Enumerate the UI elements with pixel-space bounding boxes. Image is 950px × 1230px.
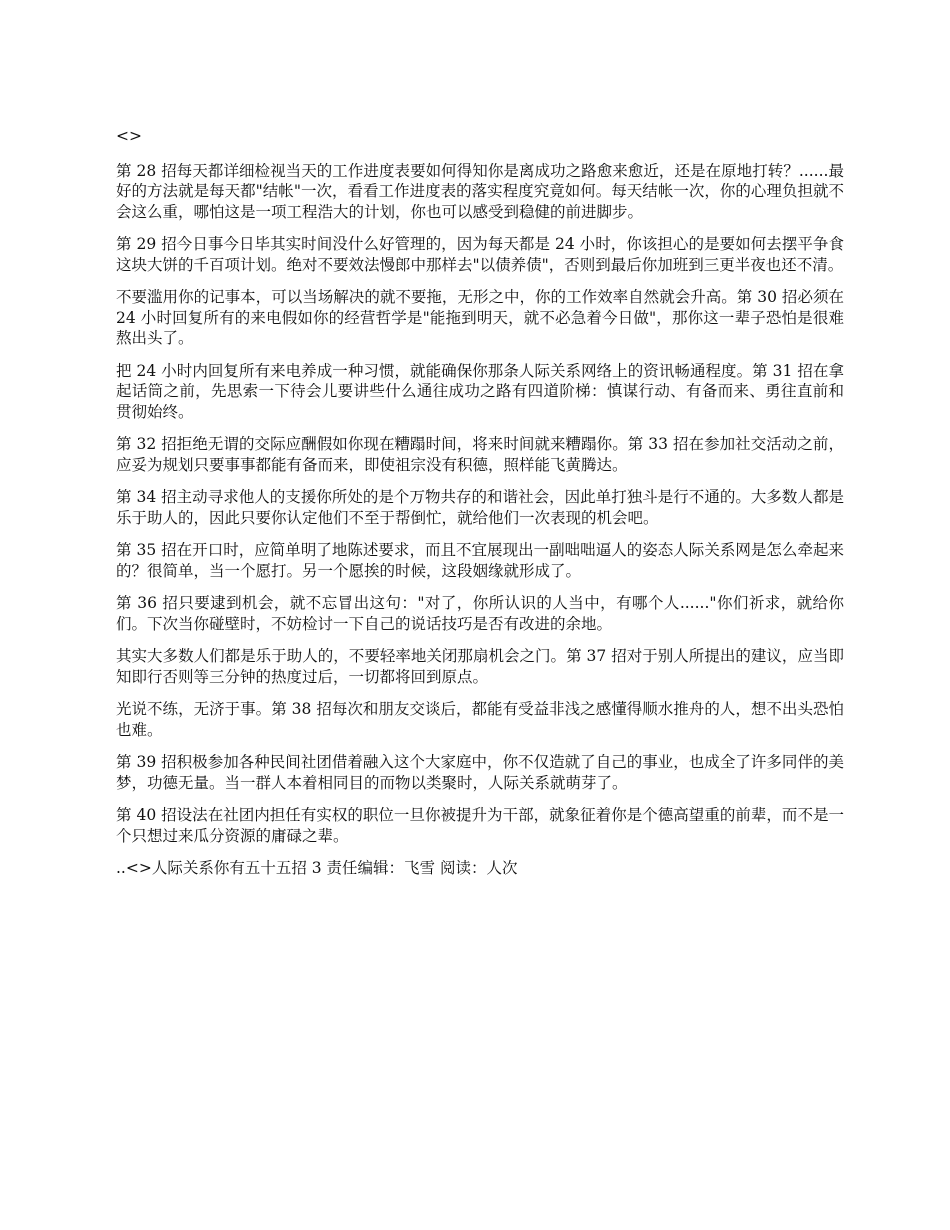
paragraph-tip-28: 第 28 招每天都详细检视当天的工作进度表要如何得知你是离成功之路愈来愈近，还是在原地打转？......最好的方法就是每天都"结帐"一次，看看工作进度表的落实程度究竟如何。每天结帐一次，你的心理负担就不会这么重，哪怕这是一项工程浩大的计划，你也可以感受到稳健的前进脚步。 <box>116 161 844 221</box>
paragraph-tip-36: 第 36 招只要逮到机会，就不忘冒出这句："对了，你所认识的人当中，有哪个人......"你们祈求，就给你们。下次当你碰壁时，不妨检讨一下自己的说话技巧是否有改进的余地。 <box>116 594 844 633</box>
footer-line: ..<>人际关系你有五十五招 3 责任编辑：飞雪 阅读：人次 <box>116 859 518 877</box>
paragraph-tip-38: 光说不练，无济于事。第 38 招每次和朋友交谈后，都能有受益非浅之感懂得顺水推舟的人，想不出头恐怕也难。 <box>116 700 844 739</box>
paragraph-tip-35: 第 35 招在开口时，应简单明了地陈述要求，而且不宜展现出一副咄咄逼人的姿态人际关系网是怎么牵起来的？很简单，当一个愿打。另一个愿挨的时候，这段姻缘就形成了。 <box>116 541 844 580</box>
paragraph-tip-34: 第 34 招主动寻求他人的支援你所处的是个万物共存的和谐社会，因此单打独斗是行不通的。大多数人都是乐于助人的，因此只要你认定他们不至于帮倒忙，就给他们一次表现的机会吧。 <box>116 488 844 527</box>
paragraph-tip-32-33: 第 32 招拒绝无谓的交际应酬假如你现在糟蹋时间，将来时间就来糟蹋你。第 33 招在参加社交活动之前，应妥为规划只要事事都能有备而来，即使祖宗没有积德，照样能飞黄腾达。 <box>116 435 844 474</box>
paragraph-tip-39: 第 39 招积极参加各种民间社团借着融入这个大家庭中，你不仅造就了自己的事业，也成全了许多同伴的美梦，功德无量。当一群人本着相同目的而物以类聚时，人际关系就萌芽了。 <box>116 753 844 792</box>
paragraph-tip-30: 不要滥用你的记事本，可以当场解决的就不要拖，无形之中，你的工作效率自然就会升高。第 30 招必须在 24 小时回复所有的来电假如你的经营哲学是"能拖到明天，就不必急着今日做"，那你这一辈子恐怕是很难熬出头了。 <box>116 288 844 347</box>
paragraph-tip-40: 第 40 招设法在社团内担任有实权的职位一旦你被提升为干部，就象征着你是个德高望重的前辈，而不是一个只想过来瓜分资源的庸碌之辈。 <box>116 806 844 845</box>
paragraph-tip-29: 第 29 招今日事今日毕其实时间没什么好管理的，因为每天都是 24 小时，你该担心的是要如何去摆平争食这块大饼的千百项计划。绝对不要效法慢郎中那样去"以债养债"，否则到最后你加班到三更半夜也还不清。 <box>116 235 844 274</box>
header-marker: <> <box>116 127 142 145</box>
document-body <box>116 126 844 891</box>
paragraph-tip-31: 把 24 小时内回复所有来电养成一种习惯，就能确保你那条人际关系网络上的资讯畅通程度。第 31 招在拿起话筒之前，先思索一下待会儿要讲些什么通往成功之路有四道阶梯：慎谋行动、有备而来、勇往直前和贯彻始终。 <box>116 361 844 421</box>
paragraph-tip-37: 其实大多数人们都是乐于助人的，不要轻率地关闭那扇机会之门。第 37 招对于别人所提出的建议，应当即知即行否则等三分钟的热度过后，一切都将回到原点。 <box>116 647 844 686</box>
